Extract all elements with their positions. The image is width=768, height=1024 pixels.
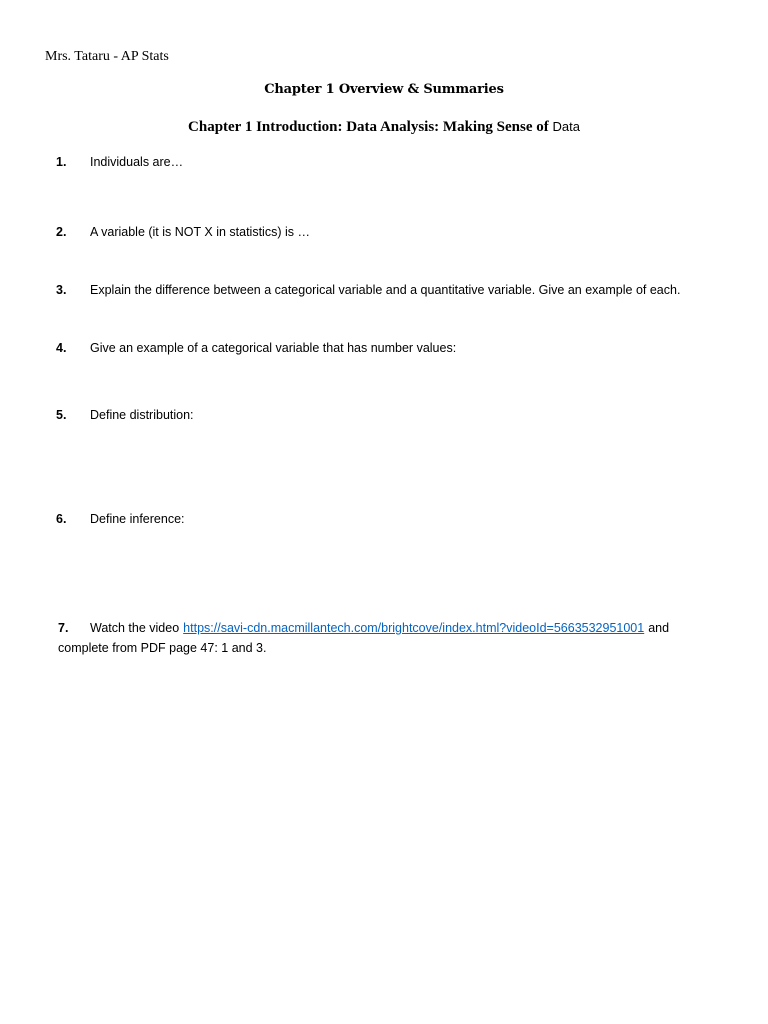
question-text: Individuals are… <box>90 155 184 169</box>
document-title: Chapter 1 Overview & Summaries <box>264 82 504 97</box>
question-number: 4. <box>56 341 67 355</box>
question-7-line-2: complete from PDF page 47: 1 and 3. <box>58 641 267 655</box>
question-number: 2. <box>56 225 67 239</box>
question-number: 5. <box>56 408 67 422</box>
question-7-line-1 <box>90 621 669 635</box>
subtitle-tail: Data <box>552 119 580 134</box>
question-text: Define distribution: <box>90 408 194 422</box>
question-text: Give an example of a categorical variable that has number values: <box>90 341 457 355</box>
document-subtitle <box>0 119 768 136</box>
question-text: Define inference: <box>90 512 185 526</box>
video-link[interactable]: https://savi-cdn.macmillantech.com/brightcove/index.html?videoId=5663532951001 <box>183 621 645 635</box>
question-text: A variable (it is NOT X in statistics) is … <box>90 225 310 239</box>
question-7-lead: Watch the video <box>90 621 180 635</box>
question-number: 7. <box>58 621 69 635</box>
question-number: 1. <box>56 155 67 169</box>
question-number: 3. <box>56 283 67 297</box>
question-7-after-link: and <box>648 621 670 635</box>
question-text: Explain the difference between a categorical variable and a quantitative variable. Give an example of each. <box>90 283 681 297</box>
author-header: Mrs. Tataru - AP Stats <box>45 49 169 64</box>
subtitle-main: Chapter 1 Introduction: Data Analysis: Making Sense of <box>188 119 549 135</box>
question-number: 6. <box>56 512 67 526</box>
